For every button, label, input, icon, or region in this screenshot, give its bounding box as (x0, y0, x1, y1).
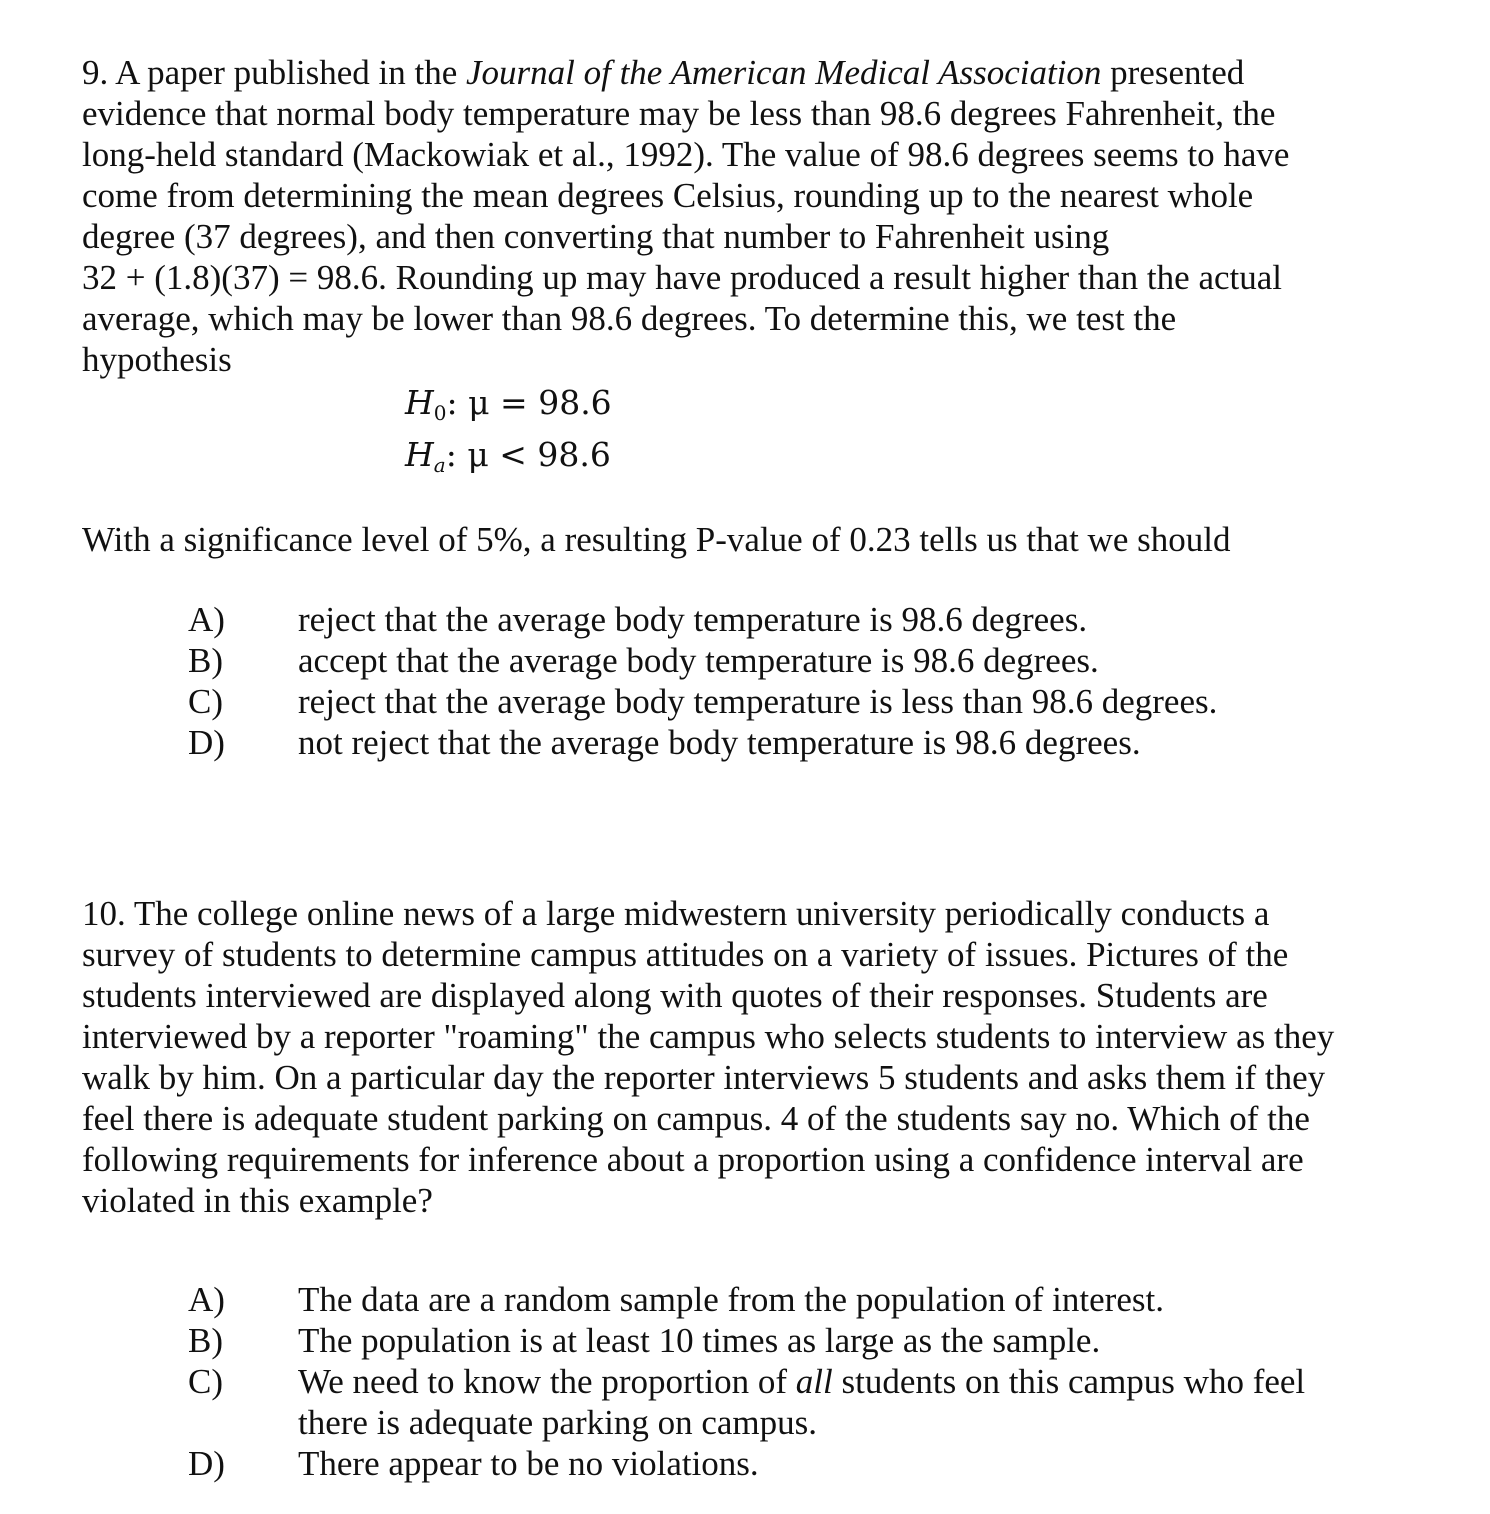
q10-option-b (188, 1320, 1412, 1361)
q9-line-5: degree (37 degrees), and then converting that number to Fahrenheit using (82, 217, 1110, 256)
option-text: reject that the average body temperature is less than 98.6 degrees. (298, 682, 1218, 721)
q9-line-7: average, which may be lower than 98.6 degrees. To determine this, we test the (82, 299, 1177, 338)
q9-line-8: hypothesis (82, 340, 232, 379)
emphasis-all: all (795, 1362, 833, 1401)
q9-line-1: 9. A paper published in the Journal of the American Medical Association presented (82, 53, 1245, 92)
q9-line-2: evidence that normal body temperature may be less than 98.6 degrees Fahrenheit, the (82, 94, 1276, 133)
q10-option-c (188, 1361, 1412, 1443)
worksheet-page (82, 52, 1412, 1484)
option-letter: D) (188, 723, 225, 762)
q9-option-a (188, 599, 1412, 640)
option-letter: C) (188, 682, 223, 721)
journal-title: Journal of the American Medical Association (465, 53, 1102, 92)
option-letter: B) (188, 641, 223, 680)
q10-line-3: students interviewed are displayed along with quotes of their responses. Students are (82, 976, 1268, 1015)
question-9-prompt: With a significance level of 5%, a resulting P-value of 0.23 tells us that we should (82, 520, 1231, 559)
option-text: The population is at least 10 times as large as the sample. (298, 1321, 1101, 1360)
option-letter: A) (188, 600, 225, 639)
q10-line-2: survey of students to determine campus attitudes on a variety of issues. Pictures of the (82, 935, 1289, 974)
q10-option-a (188, 1279, 1412, 1320)
q9-option-b (188, 640, 1412, 681)
alternative-hypothesis: Ha: μ < 98.6 (405, 435, 611, 477)
q9-line-3: long-held standard (Mackowiak et al., 1992). The value of 98.6 degrees seems to have (82, 135, 1290, 174)
question-9-text (82, 52, 1412, 380)
q10-option-d (188, 1443, 1412, 1484)
question-10-options (188, 1279, 1412, 1484)
q10-line-7: following requirements for inference about a proportion using a confidence interval are (82, 1140, 1304, 1179)
option-text: accept that the average body temperature is 98.6 degrees. (298, 641, 1099, 680)
q10-line-1: 10. The college online news of a large midwestern university periodically conducts a (82, 894, 1270, 933)
option-text: We need to know the proportion of all students on this campus who feel there is adequate parking on campus. (298, 1362, 1306, 1442)
option-text: The data are a random sample from the population of interest. (298, 1280, 1164, 1319)
option-text: reject that the average body temperature is 98.6 degrees. (298, 600, 1088, 639)
option-letter: A) (188, 1280, 225, 1319)
q9-line-4: come from determining the mean degrees Celsius, rounding up to the nearest whole (82, 176, 1254, 215)
q10-line-5: walk by him. On a particular day the reporter interviews 5 students and asks them if they (82, 1058, 1326, 1097)
option-text: There appear to be no violations. (298, 1444, 759, 1483)
null-hypothesis: H0: μ = 98.6 (405, 383, 612, 425)
q10-line-4: interviewed by a reporter "roaming" the campus who selects students to interview as they (82, 1017, 1335, 1056)
option-letter: C) (188, 1362, 223, 1401)
option-text: not reject that the average body temperature is 98.6 degrees. (298, 723, 1141, 762)
q9-option-d (188, 722, 1412, 763)
hypotheses (405, 382, 1412, 486)
option-letter: B) (188, 1321, 223, 1360)
question-9-number: 9. (82, 53, 109, 92)
question-10-text (82, 893, 1412, 1221)
question-9-options (188, 599, 1412, 763)
q9-option-c (188, 681, 1412, 722)
q9-line-6: 32 + (1.8)(37) = 98.6. Rounding up may have produced a result higher than the actual (82, 258, 1282, 297)
q10-line-8: violated in this example? (82, 1181, 433, 1220)
q10-line-6: feel there is adequate student parking on campus. 4 of the students say no. Which of the (82, 1099, 1310, 1138)
option-letter: D) (188, 1444, 225, 1483)
